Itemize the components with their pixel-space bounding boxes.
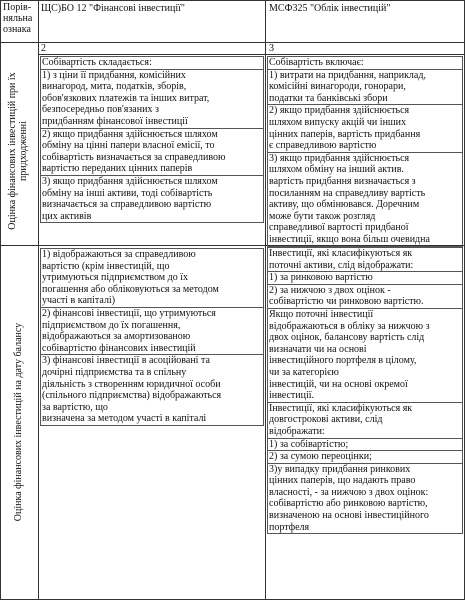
column-number-3: 3 [269,43,274,54]
row-label-line: придходженні [18,121,29,181]
text-line: інвестиції, якщо вона більш очевидна [269,233,430,245]
text-line: вартістю (крім інвестицій, що [42,260,170,272]
text-line: обміну на цінні папери власної емісії, то [42,140,215,152]
text-line: посиланням на справедливу вартість [269,187,426,199]
text-line: безпосередньо пов'язаних з [42,104,159,116]
header-col1-line: Порів- [3,2,32,13]
text-line: собівартістю фінансових інвестицій [42,342,196,354]
text-line: вартість придбання визначається з [269,175,416,187]
text-line: 3) якщо придбання здійснюється шляхом [42,175,218,187]
text-line: придбанням фінансової інвестиції [42,115,188,127]
text-block [40,308,264,355]
text-block [267,439,463,452]
text-line: за вартістю, що [42,401,108,413]
header-ps-bo-12: ЩС)БО 12 "Фінансові інвестиції" [41,3,185,14]
text-line: довгострокові активи, слід [269,414,383,426]
text-line: інвестицій, чи на основі окремої [269,378,408,390]
text-line: участі в капіталі) [42,295,116,307]
text-line: собівартістю або ринковою вартістю, [269,498,428,510]
text-block [267,451,463,464]
text-line: 1) витрати на придбання, наприклад, [269,69,426,81]
text-line: портфеля [269,521,310,533]
header-ias-25: МСФ325 "Облік інвестицій" [269,3,391,14]
column-divider-2 [265,0,266,600]
text-line: двох оцінок, балансову вартість слід [269,332,425,344]
text-block [267,272,463,285]
table-border-top [0,0,465,1]
text-line: 2) за сумою переоцінки; [269,451,372,463]
text-line: вартістю переданих цінних паперів [42,163,193,175]
text-line: Собівартість складається: [42,57,152,68]
text-block [267,403,463,439]
column-divider-1 [38,0,39,600]
text-line: цих активів [42,210,92,222]
text-block [267,56,463,70]
text-line: Інвестиції, які класифікуються як [269,402,413,414]
row-label-balance-valuation: Оцінка фінансових інвестицій на дату балансу [13,322,24,522]
text-line: собівартість визначається за справедливою [42,151,226,163]
table-border-left [0,0,1,600]
text-line: дочірні підприємства та в спільну [42,366,187,378]
text-line: справедливої вартості придбаної [269,222,409,234]
row2-ias-text [267,247,463,534]
text-line: 1) за собівартістю; [269,438,349,450]
text-line: визначеною на основі інвестиційного [269,510,429,522]
text-block [40,355,264,426]
text-line: винагород, мита, податків, зборів, [42,81,187,93]
header-comparison-attribute [3,2,37,36]
text-line: інвестиційного портфеля в цілому, [269,355,417,367]
number-row-divider [38,54,465,55]
text-line: визначається за справедливою вартістю [42,199,212,211]
text-line: цінних паперів, вартість придбання [269,128,421,140]
header-col1-line: няльна [3,13,33,25]
text-line: цінних паперів, що надають право [269,475,416,487]
text-block [267,70,463,106]
text-line: 2) якщо придбання здійснюється [269,105,410,117]
text-line: 1) з ціни її придбання, комісійних [42,69,186,81]
row1-ps-bo-box [40,56,264,70]
text-line: інвестиції. [269,390,315,402]
text-line: 2) якщо придбання здійснюється шляхом [42,128,218,140]
header-col1-line: ознака [3,24,31,36]
text-block [267,153,463,247]
row-label-line: Оцінка фінансових інвестицій при їх [7,72,18,230]
text-line: Собівартість включає: [269,57,364,68]
row1-ias-text [267,56,463,247]
text-line: чи за категорією [269,366,339,378]
text-line: 3)у випадку придбання ринкових [269,463,411,475]
text-line: 2) за нижчою з двох оцінок - [269,284,391,296]
text-line: визначати чи на основі [269,343,367,355]
text-line: власності, - за нижчою з двох оцінок: [269,486,429,498]
text-line: собівартістю чи ринковою вартістю. [269,296,424,308]
text-line: шляхом випуску акцій чи інших [269,116,406,128]
text-line: активу, що обмінювався. Доречним [269,199,420,211]
text-line: відображаються за амортизованою [42,331,191,343]
row1-ps-bo-text [40,56,264,223]
text-line: 1) за ринковою вартістю [269,272,373,284]
text-line: Якщо поточні інвестиції [269,308,374,320]
text-block [267,464,463,535]
column-number-2: 2 [41,43,46,54]
text-line: комісійні винагороди, гонорари, [269,81,406,93]
text-block [267,285,463,309]
text-line: 1) відображаються за справедливою [42,249,196,260]
text-line: 3) фінансові інвестиції в асоційовані та [42,355,210,367]
text-line: обов'язкових платежів та інших витрат, [42,92,210,104]
header-divider [0,42,465,43]
text-block [40,248,264,308]
text-block [40,70,264,129]
text-block [267,105,463,152]
text-line: Інвестиції, які класифікуються як [269,248,413,259]
text-line: відображати: [269,425,325,437]
text-block [40,176,264,223]
text-line: (спільного підприємства) відображаються [42,390,222,402]
text-block [267,247,463,272]
text-line: може бути також розгляд [269,210,376,222]
text-line: обміну на інші активи, тоді собівартість [42,187,213,199]
row-label-acquisition-valuation [7,56,29,246]
text-line: шляхом обміну на інший актив. [269,164,404,176]
text-block [40,129,264,176]
text-line: погашення або обліковуються за методом [42,283,219,295]
text-line: визначена за методом участі в капіталі [42,413,207,425]
text-line: 2) фінансові інвестиції, що утримуються [42,307,216,319]
row2-ps-bo-text [40,248,264,426]
text-line: підприємством до їх погашення, [42,319,181,331]
text-line: податки та банківські збори [269,92,388,104]
text-line: діяльність з створенням юридичної особи [42,378,221,390]
text-line: 3) якщо придбання здійснюється [269,152,410,164]
text-line: поточні активи, слід відображати: [269,259,414,271]
text-block [267,309,463,403]
text-line: відображаються в обліку за нижчою з [269,320,430,332]
text-line: є справедливою вартістю [269,140,377,152]
text-line: утримуються підприємством до їх [42,272,188,284]
